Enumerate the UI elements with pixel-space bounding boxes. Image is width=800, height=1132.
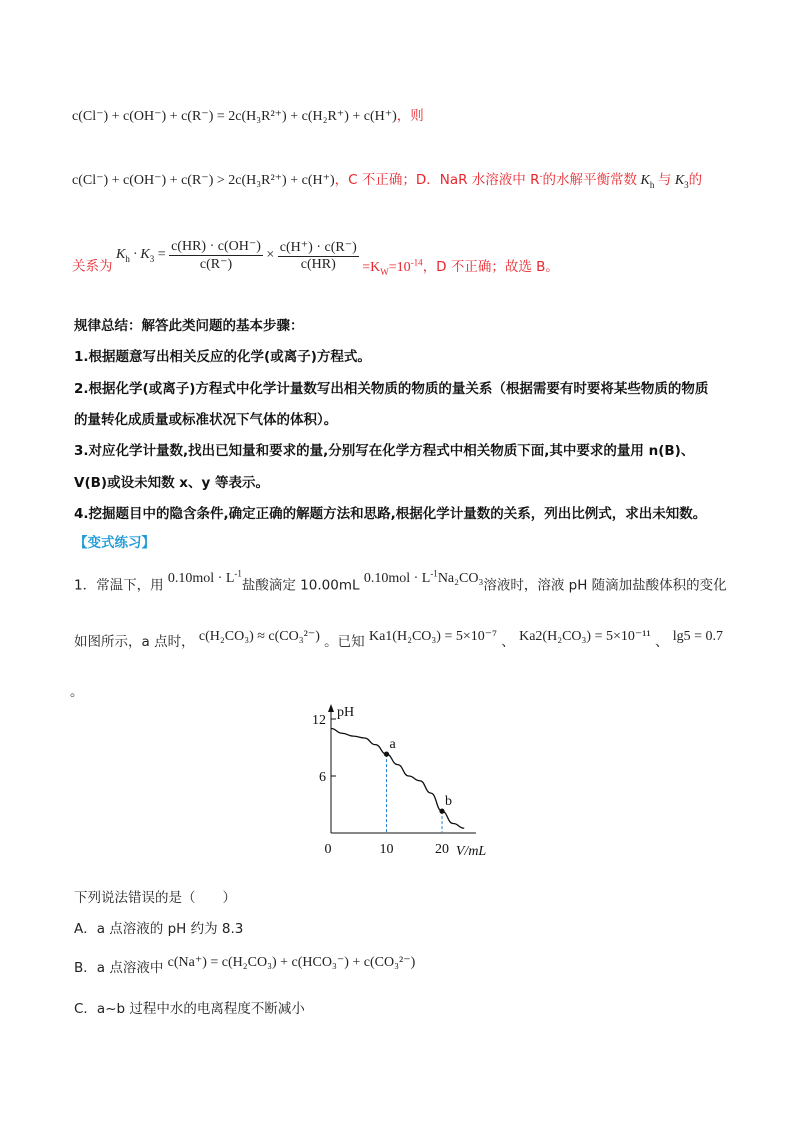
hydrolysis-text: 的水解平衡常数	[542, 172, 637, 188]
na2co3-concentration-exp: -1	[430, 568, 438, 578]
kw-sub: W	[380, 266, 389, 277]
hcl-concentration-exp: -1	[234, 568, 242, 578]
fraction-kh-denominator: c(R⁻)	[199, 257, 233, 272]
x-tick-label: 10	[379, 842, 394, 857]
equation-line-1	[72, 104, 424, 125]
summary-step-3a: 3.对应化学计量数,找出已知量和要求的量,分别写在化学方程式中相关物质下面,其中要求的量用 n(B)、	[74, 443, 695, 459]
na2co3-formula: Na₂CO₃	[437, 570, 484, 586]
relation-k3-sub: 3	[149, 253, 155, 264]
practice-label: 【变式练习】	[74, 535, 155, 551]
equation-line-2: c(Cl⁻) + c(OH⁻) + c(R⁻) > 2c(H₃R²⁺) + c(H⁺)，C 不正确；D．NaR 水溶液中 R-的水解平衡常数 $K_h$ 与 $K_3$的	[72, 170, 703, 190]
y-axis-label: pH	[337, 705, 355, 720]
summary-step-4: 4.挖掘题目中的隐含条件,确定正确的解题方法和思路,根据化学计量数的关系，列出比例式，求出未知数。	[74, 506, 707, 522]
k3-symbol: K	[674, 173, 685, 188]
known-text: 。已知	[324, 634, 365, 650]
conclusion-c-text: ，C 不正确；D．NaR 水溶液中 R	[334, 172, 540, 188]
kw-symbol: =K	[362, 259, 381, 275]
fraction-kh	[169, 238, 263, 273]
kh-sub: h	[649, 179, 655, 190]
question-1-line-1	[74, 568, 727, 594]
titration-text: 盐酸滴定 10.00mL	[241, 577, 360, 594]
summary-step-1: 1.根据题意写出相关反应的化学(或离子)方程式。	[74, 349, 371, 365]
de-text: 的	[688, 172, 703, 188]
kw-exponent: -14	[410, 257, 423, 268]
relation-k3: · K	[133, 247, 150, 263]
point-a-text: 如图所示，a 点时，	[74, 634, 195, 650]
point-label-a: a	[389, 737, 396, 753]
titration-chart	[300, 700, 510, 870]
period: 。	[70, 684, 84, 700]
ka1-value: Ka1(H₂CO₃) = 5×10⁻⁷	[368, 629, 497, 644]
point-a	[384, 752, 389, 757]
x-tick-label: 0	[324, 842, 332, 857]
fraction-k3	[278, 239, 359, 273]
relation-kh-sub: h	[125, 253, 130, 264]
titration-curve	[331, 729, 464, 829]
summary-step-2b: 的量转化成质量或标准状况下气体的体积）。	[74, 412, 338, 428]
equation-charge-balance: c(Cl⁻) + c(OH⁻) + c(R⁻) = 2c(H₃R²⁺) + c(H₂R⁺) + c(H⁺)	[72, 109, 397, 124]
separator-2: 、	[654, 634, 669, 650]
fraction-kh-numerator: c(HR) · c(OH⁻)	[171, 239, 261, 254]
lg5-value: lg5 = 0.7	[672, 629, 724, 644]
hcl-concentration: 0.10mol · L	[167, 570, 235, 586]
conclusion-d-text: ，D 不正确；故选 B。	[422, 258, 559, 275]
y-tick-label: 6	[319, 770, 326, 785]
x-axis-label: V/mL	[455, 844, 487, 859]
summary-heading: 规律总结：解答此类问题的基本步骤：	[74, 318, 304, 334]
kh-symbol: K	[640, 173, 650, 188]
summary-step-3b: V(B)或设未知数 x、y 等表示。	[74, 475, 269, 491]
relation-kh: K	[116, 247, 126, 263]
point-a-condition: c(H₂CO₃) ≈ c(CO₃²⁻)	[198, 629, 320, 644]
option-c[interactable]: C．a~b 过程中水的电离程度不断减小	[74, 1001, 305, 1017]
x-tick-label: 20	[435, 842, 449, 857]
y-axis-arrow	[328, 704, 334, 712]
equation-inequality: c(Cl⁻) + c(OH⁻) + c(R⁻) > 2c(H₃R²⁺) + c(H⁺)	[72, 173, 335, 188]
k3-sub: 3	[684, 179, 689, 190]
question-prompt: 下列说法错误的是（ ）	[74, 890, 236, 906]
question-1-line-2	[74, 628, 723, 650]
question-1-tail: 溶液时，溶液 pH 随滴加盐酸体积的变化	[483, 577, 727, 594]
separator-1: 、	[501, 634, 515, 650]
y-tick-label: 12	[312, 713, 326, 728]
option-b-label: B．a 点溶液中	[74, 960, 164, 976]
summary-step-2a: 2.根据化学(或离子)方程式中化学计量数写出相关物质的物质的量关系（根据需要有时要将某些物质的物质	[74, 381, 709, 397]
relation-prefix: 关系为	[72, 258, 113, 275]
option-b[interactable]	[74, 954, 415, 976]
na2co3-concentration: 0.10mol · L	[363, 570, 431, 586]
and-text: 与	[657, 172, 672, 188]
fraction-k3-denominator: c(HR)	[300, 256, 336, 272]
fraction-k3-numerator: c(H⁺) · c(R⁻)	[279, 239, 357, 255]
kw-value: =10	[388, 259, 411, 275]
ka2-value: Ka2(H₂CO₃) = 5×10⁻¹¹	[519, 629, 651, 644]
point-label-b: b	[445, 794, 452, 810]
question-1-intro: 1．常温下，用	[74, 577, 164, 594]
equation-suffix: ，则	[396, 108, 424, 124]
relation-line: 关系为 $K_h \cdot K_3$ = $\frac{c(HR) \cdot c(OH^-)}{c(R^-)}$ × $\frac{c(H^+) \cdot c(R^-)}{c(HR)}$ $=K_W=10^{-14}$，D 不正确；故选 B。	[72, 239, 559, 277]
point-b	[439, 809, 444, 814]
option-a[interactable]: A．a 点溶液的 pH 约为 8.3	[74, 921, 244, 937]
option-b-equation: c(Na⁺) = c(H₂CO₃) + c(HCO₃⁻) + c(CO₃²⁻)	[167, 955, 416, 970]
